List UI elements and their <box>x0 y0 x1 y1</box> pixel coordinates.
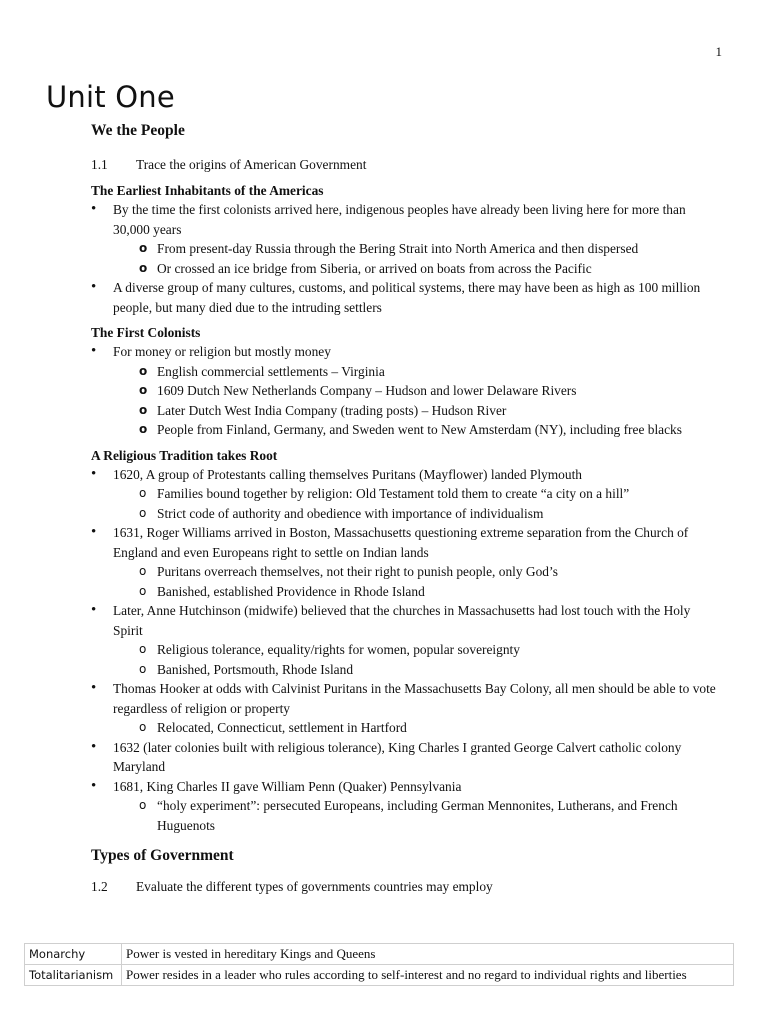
objective-number: 1.2 <box>91 879 108 894</box>
sub-list-item: o Later Dutch West India Company (trading posts) – Hudson River <box>113 401 721 421</box>
table-row <box>25 944 734 965</box>
list-item <box>91 601 721 679</box>
table-row <box>25 965 734 986</box>
sub-list <box>113 362 721 440</box>
document-body <box>91 120 721 903</box>
subsection-earliest-inhabitants <box>91 181 721 317</box>
subsection-religious-tradition <box>91 446 721 836</box>
list-item <box>91 465 721 524</box>
table-cell-term: Totalitarianism <box>25 965 122 986</box>
item-text: For money or religion but mostly money <box>113 344 331 359</box>
sub-list <box>113 718 721 738</box>
section-heading-we-the-people: We the People <box>91 122 185 139</box>
sub-list-item: o Relocated, Connecticut, settlement in Hartford <box>113 718 721 738</box>
objective-1-2 <box>91 877 721 896</box>
item-text: 1620, A group of Protestants calling themselves Puritans (Mayflower) landed Plymouth <box>113 466 582 482</box>
bullet-list <box>91 465 721 836</box>
item-text: 1681, King Charles II gave William Penn (Quaker) Pennsylvania <box>113 778 462 794</box>
government-types-table <box>24 943 734 986</box>
sub-list-item: o Puritans overreach themselves, not their right to punish people, only God’s <box>113 562 721 582</box>
list-item <box>91 777 721 836</box>
bullet-list <box>91 200 721 317</box>
subsection-first-colonists <box>91 323 721 440</box>
table-cell-term: Monarchy <box>25 944 122 965</box>
item-text: 1631, Roger Williams arrived in Boston, Massachusetts questioning extreme separation from the Church of England and even Europeans right to settle on Indian lands <box>113 525 689 560</box>
sub-list-item: o Or crossed an ice bridge from Siberia, or arrived on boats from across the Pacific <box>113 259 721 279</box>
sub-list-item: o From present-day Russia through the Bering Strait into North America and then dispersed <box>113 239 721 259</box>
section-heading-types-of-government: Types of Government <box>91 847 234 864</box>
table-cell-definition: Power resides in a leader who rules according to self-interest and no regard to individual rights and liberties <box>122 965 734 986</box>
subsection-heading: A Religious Tradition takes Root <box>91 447 278 463</box>
sub-list-item: o Families bound together by religion: Old Testament told them to create “a city on a hill” <box>113 484 721 504</box>
subsection-heading: The First Colonists <box>91 325 201 340</box>
sub-list-item: o 1609 Dutch New Netherlands Company – Hudson and lower Delaware Rivers <box>113 381 721 401</box>
list-item: • 1632 (later colonies built with religious tolerance), King Charles I granted George Calvert catholic colony Maryland <box>91 738 721 777</box>
page-number: 1 <box>715 44 722 59</box>
list-item: • A diverse group of many cultures, customs, and political systems, there may have been as high as 100 million people, but many died due to the intruding settlers <box>91 278 721 317</box>
sub-list-item: o People from Finland, Germany, and Sweden went to New Amsterdam (NY), including free blacks <box>113 420 721 440</box>
sub-list <box>113 562 721 601</box>
list-item <box>91 200 721 278</box>
list-item <box>91 342 721 440</box>
sub-list-item: o “holy experiment”: persecuted Europeans, including German Mennonites, Lutherans, and French Huguenots <box>113 796 721 835</box>
unit-title: Unit One <box>46 80 175 114</box>
sub-list-item: o Religious tolerance, equality/rights for women, popular sovereignty <box>113 640 721 660</box>
table-cell-definition: Power is vested in hereditary Kings and Queens <box>122 944 734 965</box>
objective-text: Trace the origins of American Government <box>136 157 367 172</box>
sub-list <box>113 640 721 679</box>
item-text: By the time the first colonists arrived here, indigenous peoples have already been living here for more than 30,000 years <box>113 202 686 237</box>
sub-list <box>113 484 721 523</box>
subsection-heading: The Earliest Inhabitants of the Americas <box>91 183 324 198</box>
list-item <box>91 523 721 601</box>
sub-list-item: o Banished, established Providence in Rhode Island <box>113 582 721 602</box>
objective-number: 1.1 <box>91 157 108 172</box>
sub-list-item: o English commercial settlements – Virginia <box>113 362 721 382</box>
sub-list-item: o Strict code of authority and obedience with importance of individualism <box>113 504 721 524</box>
sub-list <box>113 796 721 835</box>
bullet-list <box>91 342 721 440</box>
item-text: Thomas Hooker at odds with Calvinist Puritans in the Massachusetts Bay Colony, all men should be able to vote regardless of religion or property <box>113 681 716 716</box>
list-item <box>91 679 721 738</box>
objective-text: Evaluate the different types of governments countries may employ <box>136 879 493 894</box>
sub-list-item: o Banished, Portsmouth, Rhode Island <box>113 660 721 680</box>
objective-1-1 <box>91 155 721 174</box>
item-text: Later, Anne Hutchinson (midwife) believed that the churches in Massachusetts had lost touch with the Holy Spirit <box>113 603 691 638</box>
sub-list <box>113 239 721 278</box>
